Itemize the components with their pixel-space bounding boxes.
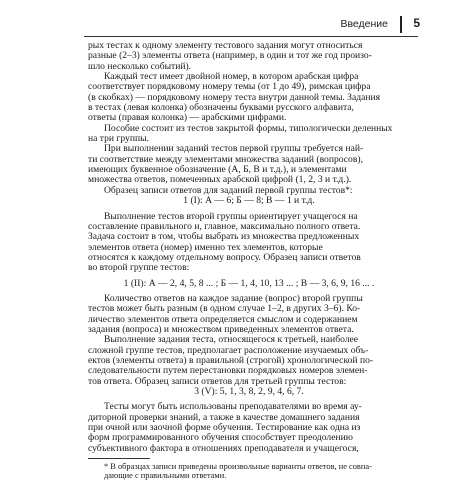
text-line: ответы (правая колонка) — арабскими цифрами. <box>88 112 287 124</box>
footnote-line: дающие с правильными ответами. <box>104 471 227 481</box>
text-line: диторной проверки знаний, а также в качестве домашнего задания <box>88 411 360 423</box>
text-line: Выполнение тестов второй группы ориентирует учащегося на <box>104 210 358 222</box>
text-line: имеющих буквенное обозначение (А, Б, В и т.д.), и элементами <box>88 164 347 176</box>
text-line: следовательности путем перестановки порядковых номеров элемен- <box>88 365 368 377</box>
text-line: форм программированного обучения способствует преодолению <box>88 432 353 444</box>
text-line: тов ответа. Образец записи ответов для третьей группы тестов: <box>88 375 347 387</box>
text-line: ектов (элементы ответа) в правильной (строгой) хронологической по- <box>88 354 374 366</box>
text-line: Тесты могут быть использованы преподавателями во время ау- <box>104 401 362 413</box>
text-line: Выполнение задания теста, относящегося к третьей, наиболее <box>104 334 359 346</box>
text-line: тестов может быть разным (в одном случае 1–2, в других 3–6). Ко- <box>88 303 361 315</box>
text-line: Каждый тест имеет двойной номер, в котором арабская цифра <box>104 71 359 83</box>
answer-example-3: 3 (V): 5, 1, 3, 8, 2, 9, 4, 6, 7. <box>194 386 304 397</box>
text-line: на три группы. <box>88 133 149 145</box>
text-line: Задача состоит в том, чтобы выбрать из множества предложенных <box>88 231 360 243</box>
footnote-rule <box>88 458 150 459</box>
text-line: субъективного фактора в отношениях преподавателя и учащегося, <box>88 442 359 454</box>
answer-example-1: 1 (I): А — 6; Б — 8; В — 1 и т.д. <box>183 195 315 207</box>
page-body <box>88 41 410 481</box>
text-line: Образец записи ответов для заданий первой группы тестов*: <box>104 184 353 196</box>
text-line: Количество ответов на каждое задание (вопрос) второй группы <box>104 292 363 304</box>
section-title: Введение <box>340 18 388 30</box>
header-rule <box>84 36 418 37</box>
text-line: задания (вопроса) и множеством приведенных элементов ответа. <box>88 323 354 335</box>
footnote-line: * В образцах записи приведены произвольные варианты ответов, не совпа- <box>104 462 372 472</box>
text-line: в тестах (левая колонка) обозначены буквами русского алфавита, <box>88 102 354 114</box>
text-line: личество элементов ответа определяется смыслом и содержанием <box>88 313 358 325</box>
text-line: во второй группе тестов: <box>88 262 190 274</box>
text-line: соответствует порядковому номеру темы (от 1 до 49), римская цифра <box>88 81 371 93</box>
text-line: разные (2–3) элементы ответа (например, в один и тот же год произо- <box>88 50 372 62</box>
page-number: 5 <box>413 16 420 30</box>
running-header <box>0 14 450 38</box>
text-line: сложной группе тестов, предполагает расположение изучаемых объ- <box>88 344 369 356</box>
answer-example-2: 1 (II): А — 2, 4, 5, 8 ... ; Б — 1, 4, 10, 13 ... ; В — 3, 6, 9, 16 ... . <box>123 277 375 289</box>
text-line: ти соответствие между элементами множества заданий (вопросов), <box>88 153 363 165</box>
text-line: При выполнении заданий тестов первой группы требуется най- <box>104 143 364 155</box>
text-line: рых тестах к одному элементу тестового задания могут относиться <box>88 40 363 51</box>
text-line: (в скобках) — порядковому номеру теста внутри данной темы. Задания <box>88 91 381 103</box>
text-line: составление правильного и, главное, максимально полного ответа. <box>88 220 361 232</box>
header-divider <box>400 16 402 33</box>
text-line: элементов ответа (номер) именно тех элементов, которые <box>88 241 323 253</box>
text-line: шло несколько событий). <box>88 60 192 72</box>
text-line: Пособие состоит из тестов закрытой формы, типологически деленных <box>104 122 393 134</box>
text-line: при очной или заочной форме обучения. Тестирование как одна из <box>88 422 361 434</box>
text-line: относятся к каждому отдельному вопросу. Образец записи ответов <box>88 251 361 263</box>
text-line: множества ответов, помеченных арабской цифрой (1, 2, 3 и т.д.). <box>88 174 352 186</box>
